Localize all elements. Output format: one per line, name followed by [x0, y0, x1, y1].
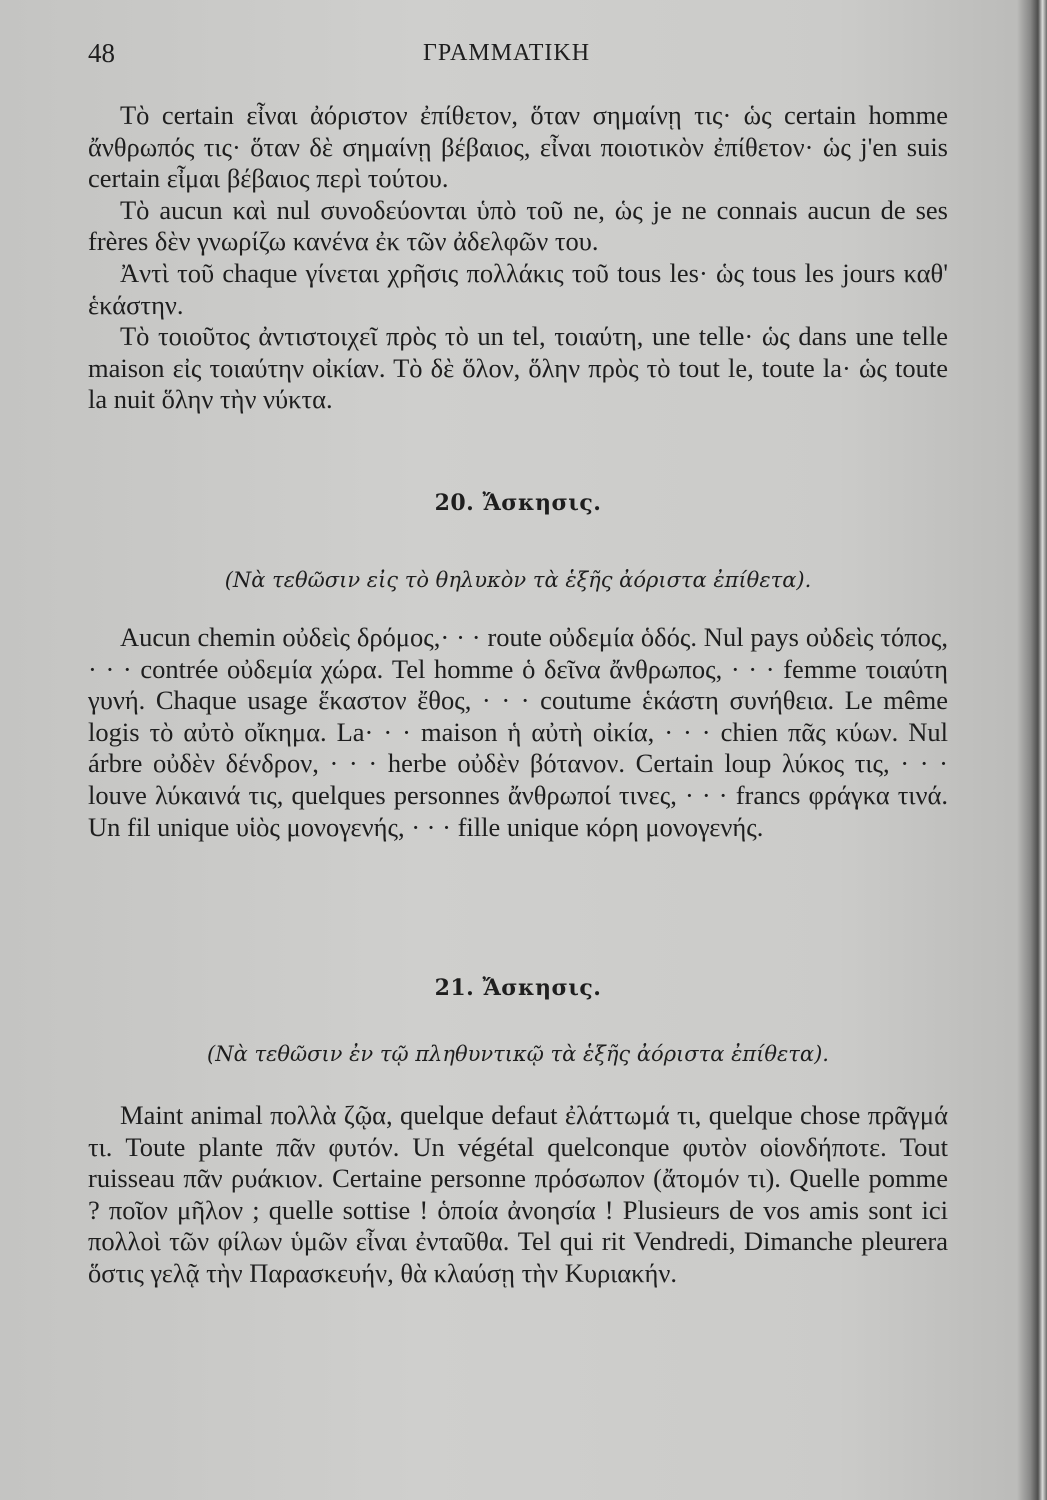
exercise-21-text: Maint animal πολλὰ ζῷα, quelque defaut ἐλάττωμά τι, quelque chose πρᾶγμά τι. Toute plante πᾶν φυτόν. Un végétal quelconque φυτὸν οἱονδήποτε. Tout ruisseau πᾶν ρυάκιον. Certaine personne πρόσωπον (ἄτομόν τι). Quelle pomme ? ποῖον μῆλον ; quelle sottise ! ὁποία ἀνοησία ! Plusieurs de vos amis sont ici πολλοὶ τῶν φίλων ὑμῶν εἶναι ἐνταῦθα. Tel qui rit Vendredi, Dimanche pleurera ὅστις γελᾷ τὴν Παρασκευήν, θὰ κλαύσῃ τὴν Κυριακήν.	[88, 1100, 948, 1288]
exercise-20-title: 20. Ἄσκησις.	[434, 490, 602, 516]
exercise-20-instruction: (Νὰ τεθῶσιν εἰς τὸ θηλυκὸν τὰ ἑξῆς ἀόριστα ἐπίθετα).	[224, 568, 812, 592]
exercise-20-text: Aucun chemin οὐδεὶς δρόμος,· · · route οὐδεμία ὁδός. Nul pays οὐδεὶς τόπος, · · · contrée οὐδεμία χώρα. Tel homme ὁ δεῖνα ἄνθρωπος, · · · femme τοιαύτη γυνή. Chaque usage ἕκαστον ἔθος, · · · coutume ἑκάστη συνήθεια. Le même logis τὸ αὐτὸ οἴκημα. La· · · maison ἡ αὐτὴ οἰκία, · · · chien πᾶς κύων. Nul árbre οὐδὲν δένδρον, · · · herbe οὐδὲν βότανον. Certain loup λύκος τις, · · · louve λύκαινά τις, quelques personnes ἄνθρωποί τινες, · · · francs φράγκα τινά. Un fil unique υἱὸς μονογενής, · · · fille unique κόρη μονογενής.	[88, 622, 948, 842]
intro-paragraph: Τὸ τοιοῦτος ἀντιστοιχεῖ πρὸς τὸ un tel, τοιαύτη, une telle· ὡς dans une telle maison εἰς τοιαύτην οἰκίαν. Τὸ δὲ ὅλον, ὅλην πρὸς τὸ tout le, toute la· ὡς toute la nuit ὅλην τὴν νύκτα.	[88, 321, 948, 415]
intro-paragraph: Ἀντὶ τοῦ chaque γίνεται χρῆσις πολλάκις τοῦ tous les· ὡς tous les jours καθ' ἑκάστην.	[88, 257, 948, 320]
running-head: ΓΡΑΜΜΑΤΙΚΗ	[423, 40, 591, 66]
page-header	[88, 38, 948, 78]
intro-paragraph: Τὸ aucun καὶ nul συνοδεύονται ὑπὸ τοῦ ne, ὡς je ne connais aucun de ses frères δὲν γνωρίζω κανένα ἐκ τῶν ἀδελφῶν του.	[88, 194, 948, 257]
exercise-20-body	[88, 622, 948, 843]
exercise-21-body	[88, 1100, 948, 1290]
intro-text	[88, 100, 948, 416]
page-edge-shadow	[1017, 0, 1047, 1500]
intro-paragraph: Τὸ certain εἶναι ἀόριστον ἐπίθετον, ὅταν σημαίνῃ τις· ὡς certain homme ἄνθρωπός τις· ὅταν δὲ σημαίνῃ βέβαιος, εἶναι ποιοτικὸν ἐπίθετον· ὡς j'en suis certain εἶμαι βέβαιος περὶ τούτου.	[88, 100, 948, 194]
exercise-21-title: 21. Ἄσκησις.	[434, 975, 602, 1001]
page-number: 48	[88, 38, 115, 68]
exercise-21-instruction: (Νὰ τεθῶσιν ἐν τῷ πληθυντικῷ τὰ ἑξῆς ἀόριστα ἐπίθετα).	[207, 1042, 829, 1066]
